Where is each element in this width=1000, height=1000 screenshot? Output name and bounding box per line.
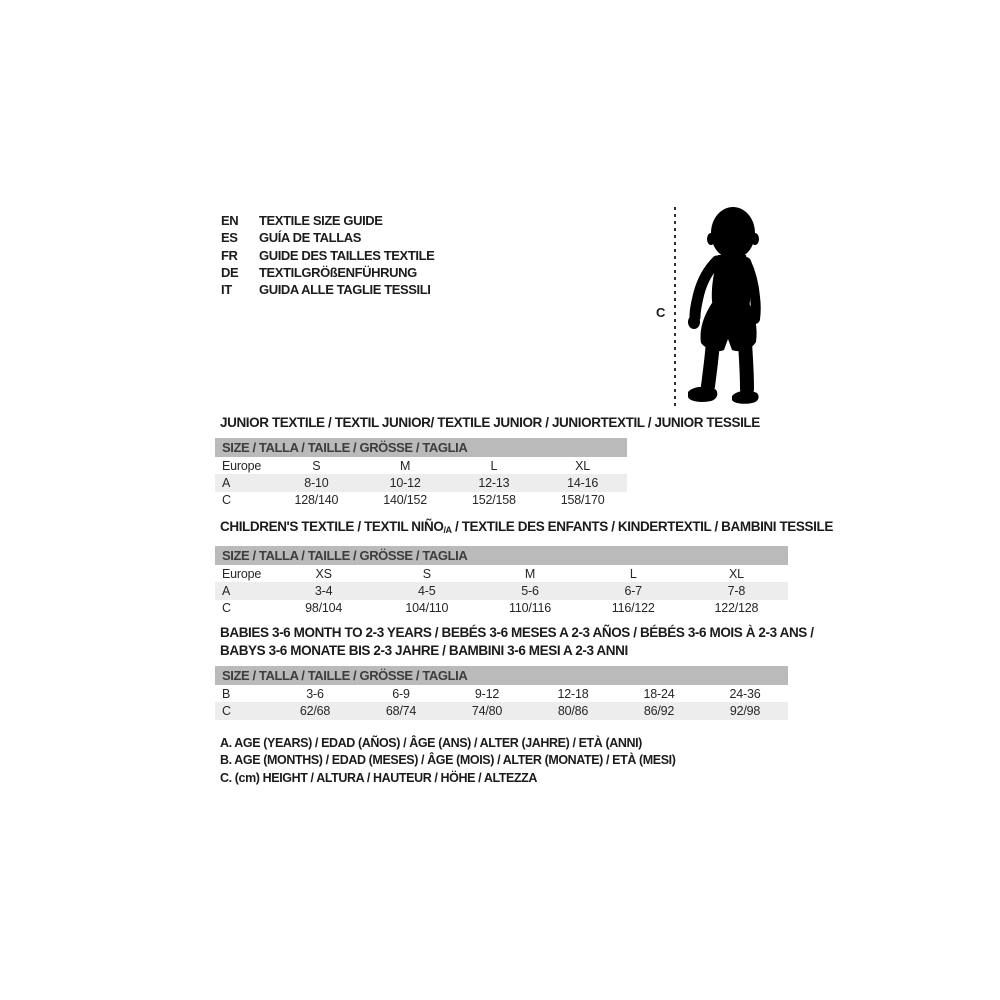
table-row [215, 600, 788, 617]
table-row [215, 565, 788, 582]
table-cell: 86/92 [643, 703, 675, 718]
language-code: EN [221, 213, 239, 229]
legend-line-b: B. AGE (MONTHS) / EDAD (MESES) / ÂGE (MOIS) / ALTER (MONATE) / ETÀ (MESI) [220, 753, 676, 768]
table-row [215, 492, 627, 509]
table-cell: 152/158 [471, 493, 516, 508]
table-cell: 80/86 [557, 703, 589, 718]
language-code: IT [221, 282, 232, 298]
language-row [221, 229, 434, 246]
babies-table-title [220, 624, 814, 659]
table-cell: 8-10 [304, 475, 329, 490]
size-header-bar: SIZE / TALLA / TAILLE / GRÖSSE / TAGLIA [215, 666, 788, 685]
table-cell: XL [575, 458, 591, 473]
babies-title-line2: BABYS 3-6 MONATE BIS 2-3 JAHRE / BAMBINI 3-6 MESI A 2-3 ANNI [220, 642, 628, 658]
table-cell: M [524, 566, 536, 581]
language-title: GUIDA ALLE TAGLIE TESSILI [259, 282, 431, 298]
row-label: A [222, 583, 231, 598]
language-list [221, 212, 434, 298]
table-cell: 3-6 [306, 686, 324, 701]
table-cell: 98/104 [305, 601, 343, 616]
legend [220, 735, 676, 787]
table-cell: S [422, 566, 431, 581]
table-row [215, 685, 788, 702]
height-measure-dashed-line [674, 207, 676, 408]
language-code: ES [221, 230, 238, 246]
language-title: TEXTILGRÖßENFÜHRUNG [259, 265, 417, 281]
table-cell: 158/170 [560, 493, 605, 508]
row-label: B [222, 686, 231, 701]
table-cell: L [490, 458, 498, 473]
row-label: Europe [222, 458, 262, 473]
table-cell: 7-8 [727, 583, 746, 598]
babies-title-line1: BABIES 3-6 MONTH TO 2-3 YEARS / BEBÉS 3-6 MESES A 2-3 AÑOS / BÉBÉS 3-6 MOIS À 2-3 ANS / [220, 625, 814, 640]
table-cell: M [400, 458, 411, 473]
row-label: C [222, 703, 231, 718]
table-cell: 104/110 [405, 601, 449, 616]
table-row [215, 702, 788, 719]
table-row [215, 582, 788, 599]
language-row [221, 212, 434, 229]
table-cell: 74/80 [471, 703, 503, 718]
table-cell: 140/152 [383, 493, 428, 508]
table-cell: 12-18 [557, 686, 589, 701]
table-row [215, 474, 627, 491]
table-cell: 6-9 [392, 686, 410, 701]
legend-line-a: A. AGE (YEARS) / EDAD (AÑOS) / ÂGE (ANS) / ALTER (JAHRE) / ETÀ (ANNI) [220, 736, 642, 750]
language-row [221, 281, 434, 298]
row-label: C [222, 493, 231, 508]
table-cell: XS [315, 566, 332, 581]
table-cell: 14-16 [567, 475, 599, 490]
table-cell: 110/116 [509, 601, 551, 616]
babies-size-table [215, 666, 788, 720]
language-code: FR [221, 247, 238, 263]
table-cell: 116/122 [611, 601, 655, 616]
table-cell: 9-12 [474, 686, 500, 701]
table-cell: 18-24 [643, 686, 675, 701]
table-cell: 24-36 [729, 686, 761, 701]
height-label-c: C [656, 305, 666, 320]
table-cell: 6-7 [624, 583, 642, 598]
table-cell: L [629, 566, 637, 581]
children-title-post: / TEXTILE DES ENFANTS / KINDERTEXTIL / BAMBINI TESSILE [451, 519, 833, 534]
table-cell: 62/68 [299, 703, 331, 718]
table-cell: 128/140 [294, 493, 339, 508]
children-title-pre: CHILDREN'S TEXTILE / TEXTIL NIÑO [220, 519, 444, 534]
table-cell: 10-12 [389, 475, 421, 490]
junior-size-table [215, 438, 627, 509]
table-cell: 68/74 [385, 703, 417, 718]
table-cell: 12-13 [478, 475, 510, 490]
table-cell: 3-4 [314, 583, 333, 598]
children-size-table [215, 546, 788, 617]
toddler-silhouette-image [680, 205, 778, 410]
size-header-bar: SIZE / TALLA / TAILLE / GRÖSSE / TAGLIA [215, 438, 627, 457]
language-row [221, 247, 434, 264]
legend-line-c: C. (cm) HEIGHT / ALTURA / HAUTEUR / HÖHE / ALTEZZA [220, 770, 538, 785]
table-cell: 4-5 [418, 583, 436, 598]
table-row [215, 457, 627, 474]
row-label: Europe [222, 566, 262, 581]
row-label: A [222, 475, 231, 490]
language-row [221, 264, 434, 281]
table-cell: 122/128 [714, 601, 759, 616]
language-code: DE [221, 265, 239, 281]
table-cell: XL [728, 566, 744, 581]
table-cell: 92/98 [729, 703, 761, 718]
children-title-subscript: /A [443, 525, 452, 535]
children-table-title [220, 519, 833, 535]
table-cell: S [312, 458, 321, 473]
size-header-bar: SIZE / TALLA / TAILLE / GRÖSSE / TAGLIA [215, 546, 788, 565]
language-title: GUÍA DE TALLAS [259, 230, 362, 246]
table-cell: 5-6 [521, 583, 539, 598]
row-label: C [222, 601, 231, 616]
language-title: TEXTILE SIZE GUIDE [259, 213, 383, 229]
junior-table-title: JUNIOR TEXTILE / TEXTIL JUNIOR/ TEXTILE JUNIOR / JUNIORTEXTIL / JUNIOR TESSILE [220, 415, 760, 430]
language-title: GUIDE DES TAILLES TEXTILE [259, 247, 435, 263]
